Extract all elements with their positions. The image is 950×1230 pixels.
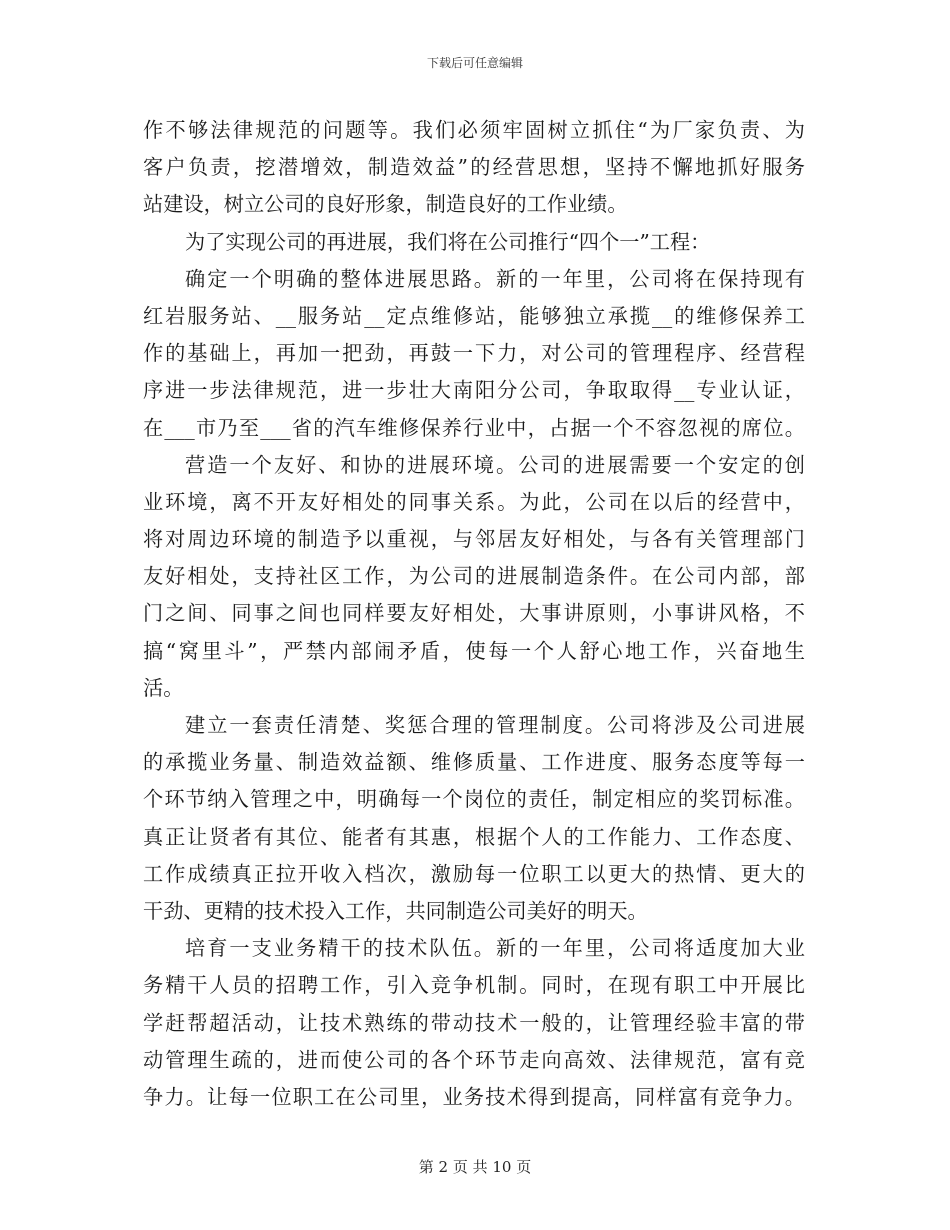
paragraph-4-line-2: 业环境，离不开友好相处的同事关系。为此，公司在以后的经营中， xyxy=(143,489,805,514)
paragraph-5-line-3: 个环节纳入管理之中，明确每一个岗位的责任，制定相应的奖罚标准。 xyxy=(143,787,805,812)
paragraph-4-line-1: 营造一个友好、和协的进展环境。公司的进展需要一个安定的创 xyxy=(185,452,805,477)
paragraph-4-line-4: 友好相处，支持社区工作，为公司的进展制造条件。在公司内部，部 xyxy=(143,564,805,589)
paragraph-3-line-3: 作的基础上，再加一把劲，再鼓一下力，对公司的管理程序、经营程 xyxy=(143,341,805,366)
paragraph-3-line-2: 红岩服务站、__服务站__定点维修站，能够独立承揽__的维修保养工 xyxy=(143,303,805,328)
page-header: 下载后可任意编辑 xyxy=(426,56,523,70)
paragraph-5-line-2: 的承揽业务量、制造效益额、维修质量、工作进度、服务态度等每一 xyxy=(143,750,805,775)
paragraph-1-line-3: 站建设，树立公司的良好形象，制造良好的工作业绩。 xyxy=(143,192,628,217)
paragraph-2-line-1: 为了实现公司的再进展，我们将在公司推行“四个一”工程： xyxy=(185,229,711,254)
paragraph-1-line-1: 作不够法律规范的问题等。我们必须牢固树立抓住“为厂家负责、为 xyxy=(143,118,805,142)
paragraph-1-line-2: 客户负责，挖潜增效，制造效益”的经营思想，坚持不懈地抓好服务 xyxy=(143,155,805,180)
paragraph-6-line-1: 培育一支业务精干的技术队伍。新的一年里，公司将适度加大业 xyxy=(185,936,805,961)
paragraph-5-line-4: 真正让贤者有其位、能者有其惠，根据个人的工作能力、工作态度、 xyxy=(143,824,805,849)
paragraph-3-line-1: 确定一个明确的整体进展思路。新的一年里，公司将在保持现有 xyxy=(185,266,805,291)
paragraph-4-line-5: 门之间、同事之间也同样要友好相处，大事讲原则，小事讲风格，不 xyxy=(143,601,805,626)
paragraph-5-line-6: 干劲、更精的技术投入工作，共同制造公司美好的明天。 xyxy=(143,898,648,923)
paragraph-6-line-4: 动管理生疏的，进而使公司的各个环节走向高效、法律规范，富有竞 xyxy=(143,1047,805,1072)
paragraph-6-line-5: 争力。让每一位职工在公司里，业务技术得到提高，同样富有竞争力。 xyxy=(143,1084,805,1109)
document-body xyxy=(143,112,805,1116)
paragraph-4-line-6: 搞“窝里斗”，严禁内部闹矛盾，使每一个人舒心地工作，兴奋地生 xyxy=(143,638,805,663)
paragraph-3-line-5: 在___市乃至___省的汽车维修保养行业中，占据一个不容忽视的席位。 xyxy=(143,415,805,440)
page-number-footer: 第 2 页 共 10 页 xyxy=(418,1158,532,1176)
paragraph-4-line-7: 活。 xyxy=(143,675,184,700)
paragraph-5-line-5: 工作成绩真正拉开收入档次，激励每一位职工以更大的热情、更大的 xyxy=(143,861,805,886)
paragraph-6-line-3: 学赶帮超活动，让技术熟练的带动技术一般的，让管理经验丰富的带 xyxy=(143,1010,805,1035)
paragraph-6-line-2: 务精干人员的招聘工作，引入竞争机制。同时，在现有职工中开展比 xyxy=(143,973,805,998)
paragraph-4-line-3: 将对周边环境的制造予以重视，与邻居友好相处，与各有关管理部门 xyxy=(143,527,805,552)
paragraph-3-line-4: 序进一步法律规范，进一步壮大南阳分公司，争取取得__专业认证， xyxy=(143,378,805,403)
paragraph-5-line-1: 建立一套责任清楚、奖惩合理的管理制度。公司将涉及公司进展 xyxy=(185,713,805,737)
